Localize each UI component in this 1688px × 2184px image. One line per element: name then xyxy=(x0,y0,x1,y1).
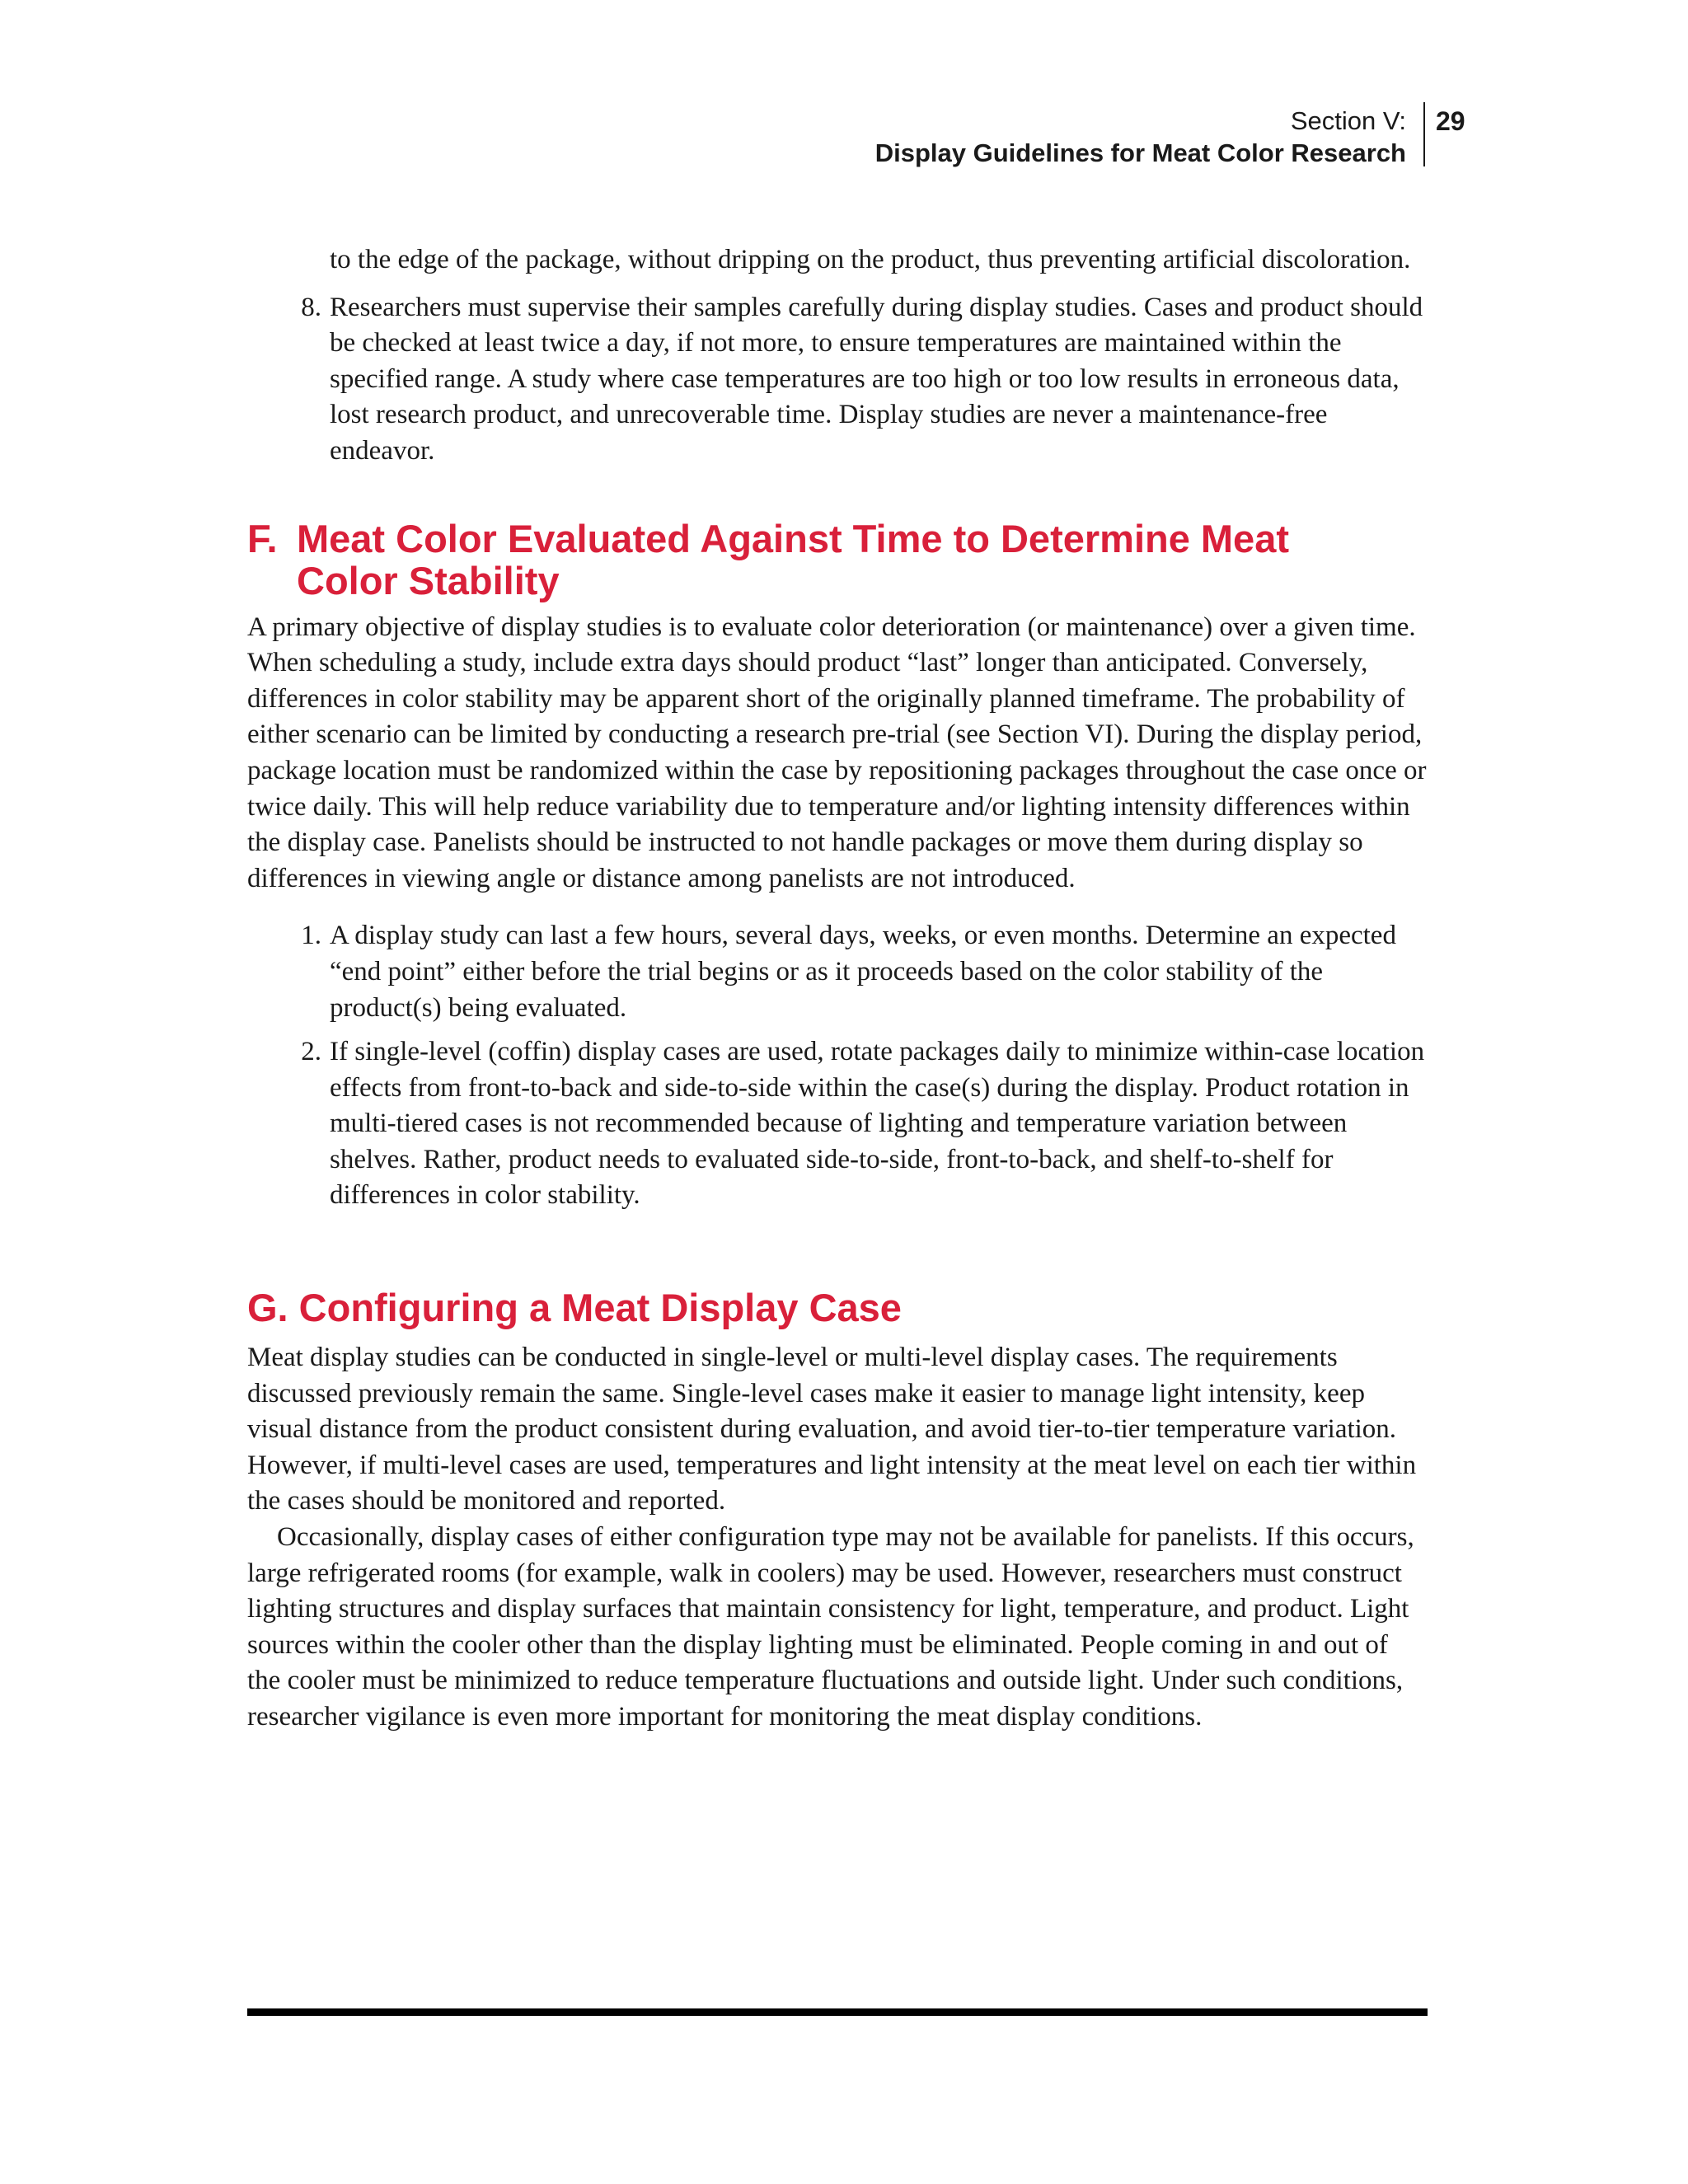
section-g-paragraph-2: Occasionally, display cases of either configuration type may not be available for panelists. If this occurs, large refrigerated rooms (for example, walk in coolers) may be used. However, researchers must construct lighting structures and display surfaces that maintain consistency for light, temperature, and product. Light sources within the cooler other than the display lighting must be eliminated. People coming in and out of the cooler must be minimized to reduce temperature fluctuations and outside light. Under such conditions, researcher vigilance is even more important for monitoring the meat display conditions. xyxy=(247,1522,1414,1732)
section-f-heading-line1: Meat Color Evaluated Against Time to Determine Meat xyxy=(297,516,1289,560)
header-divider xyxy=(1423,102,1425,166)
section-label: Section V: xyxy=(1290,106,1406,135)
section-g-paragraph-1: Meat display studies can be conducted in single-level or multi-level display cases. The requirements discussed previously remain the same. Single-level cases make it easier to manage light intensity, keep visual distance from the product consistent during evaluation, and avoid tier-to-tier temperature variation. However, if multi-level cases are used, temperatures and light intensity at the meat level on each tier within the cases should be monitored and reported. xyxy=(247,1343,1417,1516)
section-f-heading-line2: Color Stability xyxy=(297,558,560,602)
list-item-number: 8. xyxy=(301,292,321,322)
section-title: Display Guidelines for Meat Color Research xyxy=(874,138,1406,167)
section-f-list xyxy=(247,918,1428,1214)
section-f-heading xyxy=(247,518,1428,602)
body-text xyxy=(247,242,1428,1736)
list-item-number: 1. xyxy=(301,921,321,951)
running-header xyxy=(742,105,1406,170)
page-number: 29 xyxy=(1436,106,1465,136)
list-item-number: 2. xyxy=(301,1037,321,1067)
section-g-heading: G. Configuring a Meat Display Case xyxy=(247,1286,902,1330)
footer-rule xyxy=(247,2008,1428,2016)
list-item-text: Researchers must supervise their samples carefully during display studies. Cases and product should be checked at least twice a day, if not more, to ensure temperatures are maintained within the specified range. A study where case temperatures are too high or too low results in erroneous data, lost research product, and unrecoverable time. Display studies are never a maintenance-free endeavor. xyxy=(330,292,1423,466)
list-continued xyxy=(247,290,1428,470)
list-item xyxy=(247,1034,1428,1214)
section-f-paragraph: A primary objective of display studies is to evaluate color deterioration (or maintenance) over a given time. When scheduling a study, include extra days should product “last” longer than anticipated. Conversely, differences in color stability may be apparent short of the originally planned timeframe. The probability of either scenario can be limited by conducting a research pre-trial (see Section VI). During the display period, package location must be randomized within the case by repositioning packages throughout the case once or twice daily. This will help reduce variability due to temperature and/or lighting intensity differences within the display case. Panelists should be instructed to not handle packages or move them during display so differences in viewing angle or distance among panelists are not introduced. xyxy=(247,612,1427,893)
list-item-text: If single-level (coffin) display cases are used, rotate packages daily to minimize within-case location effects from front-to-back and side-to-side within the case(s) during the display. Product rotation in multi-tiered cases is not recommended because of lighting and temperature variation between shelves. Rather, product needs to evaluated side-to-side, front-to-back, and shelf-to-shelf for differences in color stability. xyxy=(330,1037,1425,1211)
continued-list-text: to the edge of the package, without dripping on the product, thus preventing artificial discoloration. xyxy=(330,245,1411,274)
list-item xyxy=(247,290,1428,470)
list-item xyxy=(247,918,1428,1026)
section-f-letter: F. xyxy=(247,516,278,560)
list-item-text: A display study can last a few hours, several days, weeks, or even months. Determine an expected “end point” either before the trial begins or as it proceeds based on the color stability of the product(s) being evaluated. xyxy=(330,921,1396,1023)
